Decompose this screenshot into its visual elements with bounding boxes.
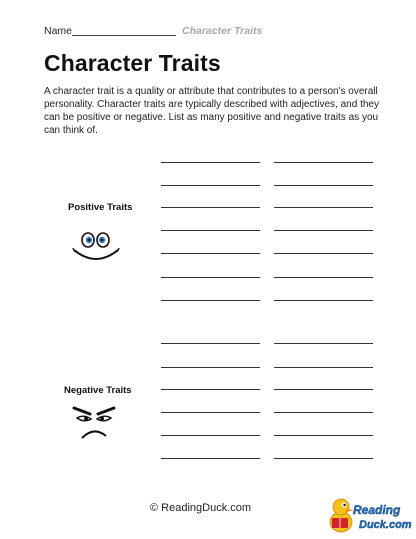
page-title: Character Traits	[44, 50, 221, 76]
answer-line-right[interactable]	[274, 458, 373, 459]
answer-line-right[interactable]	[274, 343, 373, 344]
header-topic: Character Traits	[182, 25, 263, 37]
answer-line-left[interactable]	[161, 253, 260, 254]
copyright-text: © ReadingDuck.com	[150, 502, 252, 514]
positive-traits-label: Positive Traits	[68, 202, 133, 213]
name-write-line[interactable]	[72, 35, 176, 36]
logo-line2: Duck.com	[359, 519, 412, 531]
answer-line-right[interactable]	[274, 412, 373, 413]
answer-line-left[interactable]	[161, 207, 260, 208]
reading-duck-logo	[327, 494, 413, 536]
answer-line-left[interactable]	[161, 389, 260, 390]
happy-face-icon	[70, 226, 122, 272]
angry-face-icon	[68, 404, 120, 444]
answer-line-left[interactable]	[161, 185, 260, 186]
answer-line-right[interactable]	[274, 230, 373, 231]
answer-line-left[interactable]	[161, 367, 260, 368]
answer-line-left[interactable]	[161, 435, 260, 436]
answer-line-left[interactable]	[161, 412, 260, 413]
answer-line-left[interactable]	[161, 162, 260, 163]
answer-line-right[interactable]	[274, 207, 373, 208]
answer-line-right[interactable]	[274, 162, 373, 163]
logo-line1: Reading	[353, 503, 401, 517]
intro-paragraph: A character trait is a quality or attribute that contributes to a person's overall personality. Character traits are typically described with adjectives, and they can be positive or negative. List as many positive and negative traits as you can think of.	[44, 86, 379, 136]
answer-line-right[interactable]	[274, 277, 373, 278]
negative-traits-label: Negative Traits	[64, 385, 132, 396]
answer-line-right[interactable]	[274, 389, 373, 390]
answer-line-right[interactable]	[274, 367, 373, 368]
answer-line-right[interactable]	[274, 300, 373, 301]
answer-line-right[interactable]	[274, 185, 373, 186]
answer-line-left[interactable]	[161, 300, 260, 301]
answer-line-left[interactable]	[161, 230, 260, 231]
answer-line-right[interactable]	[274, 435, 373, 436]
answer-line-left[interactable]	[161, 277, 260, 278]
answer-line-left[interactable]	[161, 343, 260, 344]
name-label: Name	[44, 25, 73, 37]
answer-line-right[interactable]	[274, 253, 373, 254]
answer-line-left[interactable]	[161, 458, 260, 459]
